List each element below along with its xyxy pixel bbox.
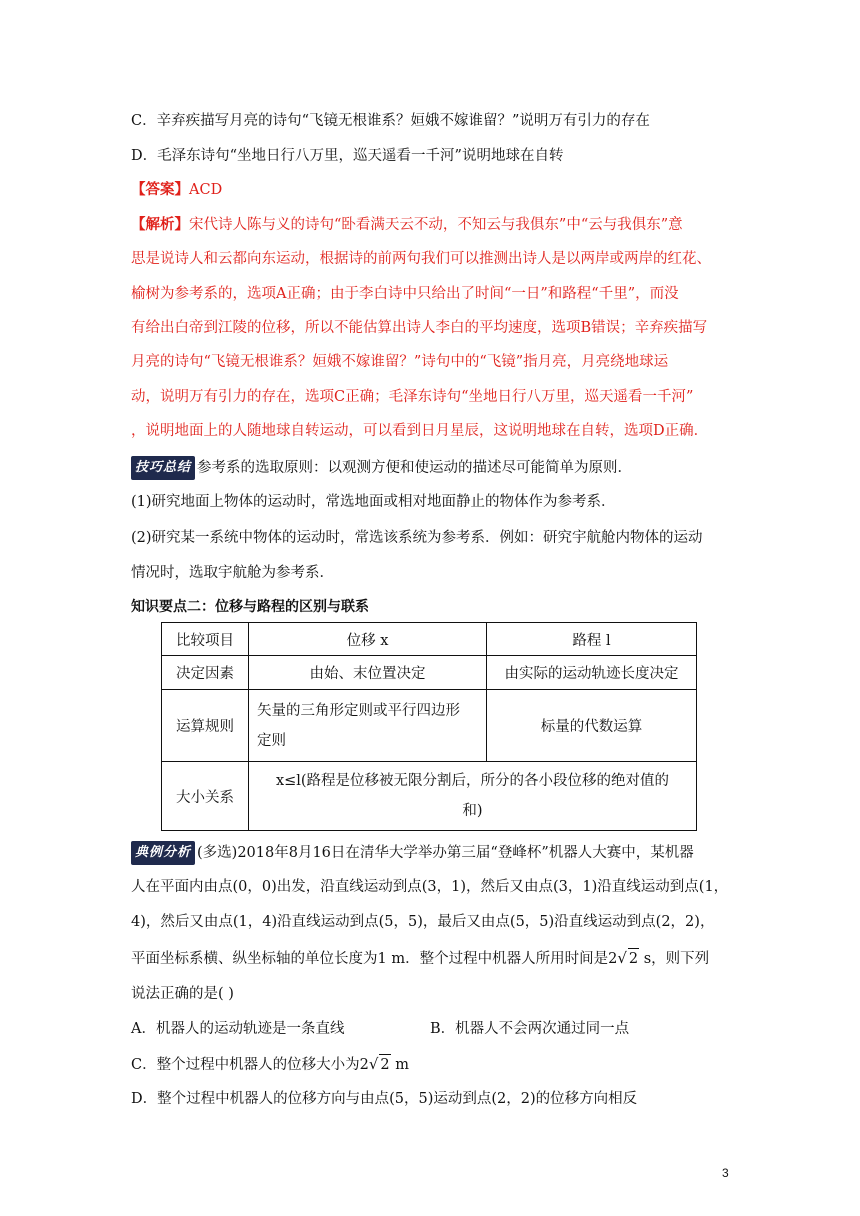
example-badge: 典例分析: [131, 841, 195, 865]
tips-badge: 技巧总结: [131, 456, 195, 480]
option-text: C．整个过程中机器人的位移大小为2: [131, 1057, 369, 1073]
section-title: 知识要点二：位移与路程的区别与联系: [131, 599, 369, 615]
example-line-3: 4)，然后又由点(1，4)沿直线运动到点(5，5)，最后又由点(5，5)沿直线运动到点(2，2)，: [131, 914, 715, 930]
answer-line: [131, 180, 222, 200]
answer-value: ACD: [189, 182, 223, 198]
example-line-1: [131, 841, 694, 865]
example-line-5: 说法正确的是( ): [131, 986, 234, 1002]
analysis-line-3: 榆树为参考系的，选项A正确；由于李白诗中只给出了时间“一日”和路程“千里”，而没: [131, 286, 679, 302]
table-header-row: [162, 623, 697, 656]
displacement-line: 定则: [257, 732, 286, 749]
option-b: B．机器人不会两次通过同一点: [430, 1021, 630, 1037]
analysis-label: 【解析】: [131, 216, 189, 233]
analysis-line-4: 有给出白帝到江陵的位移，所以不能估算出诗人李白的平均速度，选项B错误；辛弃疾描写: [131, 320, 708, 336]
option-c: [131, 1054, 409, 1075]
tips-intro: 参考系的选取原则：以观测方便和使运动的描述尽可能简单为原则．: [197, 460, 633, 476]
analysis-line-1: [131, 215, 683, 235]
analysis-line-6: 动，说明万有引力的存在，选项C正确；毛泽东诗句“坐地日行八万里，巡天遥看一千河”: [131, 389, 694, 405]
displacement-cell: 由始、末位置决定: [249, 656, 487, 690]
option-text: m: [390, 1057, 409, 1073]
path-cell: 由实际的运动轨迹长度决定: [487, 656, 697, 690]
page-number: 3: [722, 1166, 729, 1180]
example-text: 平面坐标系横、纵坐标轴的单位长度为1 m．整个过程中机器人所用时间是2: [131, 951, 618, 967]
displacement-line: 矢量的三角形定则或平行四边形: [257, 702, 460, 719]
example-line-4: [131, 948, 709, 969]
header-cell: 位移 x: [249, 623, 487, 656]
tips-point-2b: 情况时，选取宇航舱为参考系．: [131, 565, 334, 581]
row-label: 大小关系: [162, 762, 249, 831]
header-cell: 比较项目: [162, 623, 249, 656]
analysis-line-2: 思是说诗人和云都向东运动，根据诗的前两句我们可以推测出诗人是以两岸或两岸的红花、: [131, 251, 711, 267]
example-line-2: 人在平面内由点(0，0)出发，沿直线运动到点(3，1)，然后又由点(3，1)沿直线运动到点(1，: [131, 879, 729, 895]
analysis-text: 宋代诗人陈与义的诗句“卧看满天云不动，不知云与我俱东”中“云与我俱东”意: [189, 217, 683, 233]
table-row: [162, 656, 697, 690]
tips-intro-line: [131, 456, 632, 480]
comparison-table: [161, 622, 697, 831]
sqrt-icon: √: [617, 949, 627, 967]
tips-point-2a: (2)研究某一系统中物体的运动时，常选该系统为参考系．例如：研究宇航舱内物体的运动: [131, 530, 703, 546]
option-a: A．机器人的运动轨迹是一条直线: [131, 1021, 345, 1037]
option-d: D．整个过程中机器人的位移方向与由点(5，5)运动到点(2，2)的位移方向相反: [131, 1091, 638, 1107]
displacement-cell: [249, 690, 487, 762]
option-d-top: D．毛泽东诗句“坐地日行八万里，巡天遥看一千河”说明地球在自转: [131, 148, 564, 164]
example-text: (多选)2018年8月16日在清华大学举办第三届“登峰杯”机器人大赛中，某机器: [197, 845, 694, 861]
merged-cell: [249, 762, 697, 831]
table-row: [162, 762, 697, 831]
merged-line: x≤l(路程是位移被无限分割后，所分的各小段位移的绝对值的: [275, 773, 670, 789]
analysis-line-7: ，说明地面上的人随地球自转运动，可以看到日月星辰，这说明地球在自转，选项D正确．: [131, 423, 709, 439]
path-cell: 标量的代数运算: [487, 690, 697, 762]
header-cell: 路程 l: [487, 623, 697, 656]
option-c-top: C．辛弃疾描写月亮的诗句“飞镜无根谁系？姮娥不嫁谁留？”说明万有引力的存在: [131, 113, 650, 129]
radicand: 2: [379, 1054, 390, 1075]
answer-label: 【答案】: [131, 181, 189, 198]
analysis-line-5: 月亮的诗句“飞镜无根谁系？姮娥不嫁谁留？”诗句中的“飞镜”指月亮，月亮绕地球运: [131, 354, 669, 370]
merged-line: 和): [462, 803, 483, 819]
table-row: [162, 690, 697, 762]
row-label: 决定因素: [162, 656, 249, 690]
sqrt-icon: √: [368, 1055, 379, 1073]
row-label: 运算规则: [162, 690, 249, 762]
example-text: s，则下列: [639, 951, 710, 967]
radicand: 2: [628, 948, 639, 969]
tips-point-1: (1)研究地面上物体的运动时，常选地面或相对地面静止的物体作为参考系．: [131, 494, 616, 510]
